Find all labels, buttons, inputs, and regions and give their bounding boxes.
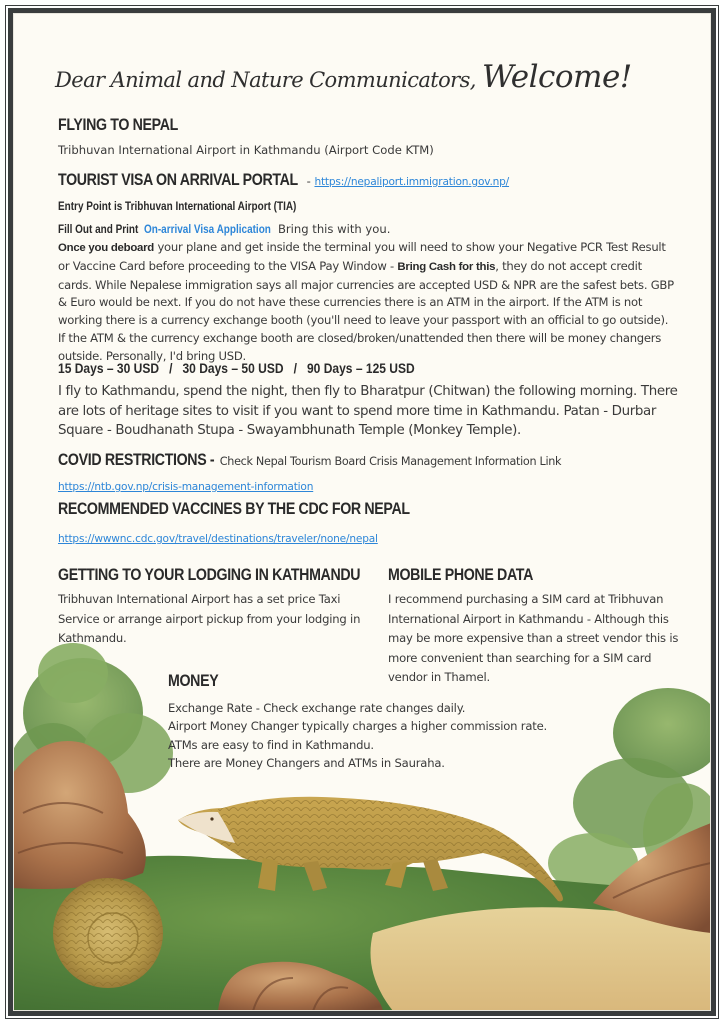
visa-application-link[interactable]: On-arrival Visa Application (144, 223, 272, 236)
entry-point-text: Entry Point is Tribhuvan International Airport (TIA) (58, 200, 297, 213)
covid-subtext: Check Nepal Tourism Board Crisis Management Information Link (219, 455, 562, 468)
bring-this-text: Bring this with you. (277, 222, 391, 236)
covid-link-row (58, 475, 313, 494)
flying-heading: FLYING TO NEPAL (58, 116, 178, 134)
money-list (168, 699, 588, 772)
money-line: There are Money Changers and ATMs in Sauraha. (168, 755, 445, 770)
entry-point-row (58, 195, 335, 214)
page-frame (8, 8, 716, 1016)
greeting-welcome: Welcome! (481, 59, 632, 95)
vaccines-heading: RECOMMENDED VACCINES BY THE CDC FOR NEPAL (58, 500, 410, 518)
visa-fees: 15 Days – 30 USD / 30 Days – 50 USD / 90 Days – 125 USD (58, 360, 415, 376)
visa-heading-row (58, 170, 509, 190)
vaccines-link-row (58, 527, 378, 546)
fill-out-label: Fill Out and Print (58, 223, 139, 236)
lodging-text: Tribhuvan International Airport has a set price Taxi Service or arrange airport pickup from your lodging in Kathmandu. (58, 592, 361, 645)
visa-portal-link[interactable]: https://nepaliport.immigration.gov.np/ (314, 176, 510, 188)
covid-heading-row (58, 450, 561, 470)
greeting-prefix: Dear Animal and Nature Communicators, (55, 68, 476, 92)
fill-out-row (58, 218, 390, 238)
flying-text: Tribhuvan International Airport in Kathmandu (Airport Code KTM) (58, 143, 434, 157)
vaccines-link[interactable]: https://wwwnc.cdc.gov/travel/destinations/traveler/none/nepal (58, 533, 378, 545)
money-line: ATMs are easy to find in Kathmandu. (168, 737, 374, 752)
deboard-text-1: your plane and get inside the terminal you will need to show your Negative PCR Test Result or Vaccine Card before proceeding to the VISA Pay Window - (58, 240, 666, 273)
visa-separator: - (302, 174, 315, 188)
deboard-bold: Once you deboard (58, 242, 155, 254)
mobile-heading: MOBILE PHONE DATA (388, 566, 533, 584)
deboard-text-2: , they do not accept credit cards. While Nepalese immigration says all major currencies are accepted USD & NPR are the safest bets. GBP & Euro would be next. If you do not have these currencies there is an ATM in the airport. If the ATM is not working there is a currency exchange booth (you'll need to leave your passport with an official to go outside). If the ATM & the currency exchange booth are closed/broken/unattended then there will be money changers outside. Personally, I'd bring USD. (58, 258, 674, 363)
money-line: Exchange Rate - Check exchange rate changes daily. (168, 701, 466, 715)
deboard-paragraph (58, 239, 678, 366)
money-line: Airport Money Changer typically charges a higher commission rate. (168, 719, 547, 734)
itinerary-paragraph: I fly to Kathmandu, spend the night, then fly to Bharatpur (Chitwan) the following morning. There are lots of heritage sites to visit if you want to spend more time in Kathmandu. Patan - Durbar Square - Boudhanath Stupa - Swayambhunath Temple (Monkey Temple). (58, 384, 678, 438)
bring-cash-bold: Bring Cash for this (397, 260, 496, 273)
covid-heading: COVID RESTRICTIONS - (58, 451, 215, 469)
greeting-heading (55, 59, 632, 95)
covid-link[interactable]: https://ntb.gov.np/crisis-management-information (58, 481, 314, 493)
lodging-heading: GETTING TO YOUR LODGING IN KATHMANDU (58, 566, 361, 584)
mobile-text: I recommend purchasing a SIM card at Tribhuvan International Airport in Kathmandu - Although this may be more expensive than a street vendor this is more convenient than searching for a SIM card vendor in Thamel. (388, 592, 679, 684)
money-heading: MONEY (168, 672, 219, 690)
visa-heading: TOURIST VISA ON ARRIVAL PORTAL (58, 171, 298, 189)
